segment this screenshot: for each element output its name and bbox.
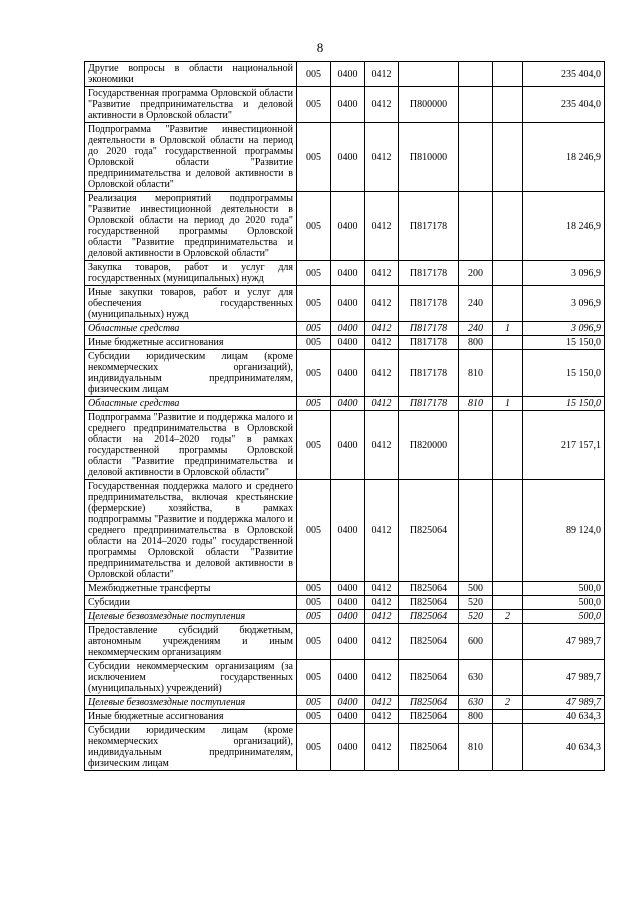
row-name-cell: Субсидии юридическим лицам (кроме некоммерческих организаций), индивидуальным предпринимателям, физическим лицам [85,724,297,771]
row-name-cell: Субсидии [85,596,297,610]
razdel-code-cell: 0400 [331,411,365,480]
row-name-cell: Межбюджетные трансферты [85,582,297,596]
target-article-cell: П825064 [399,596,459,610]
table-row [85,397,605,411]
amount-cell: 89 124,0 [523,480,605,582]
podrazdel-code-cell: 0412 [365,123,399,192]
vedomstvo-code-cell: 005 [297,87,331,123]
amount-cell: 3 096,9 [523,322,605,336]
source-code-cell [493,724,523,771]
expense-type-cell: 800 [459,336,493,350]
podrazdel-code-cell: 0412 [365,582,399,596]
vedomstvo-code-cell: 005 [297,710,331,724]
target-article-cell: П825064 [399,624,459,660]
expense-type-cell: 810 [459,397,493,411]
expense-type-cell [459,480,493,582]
podrazdel-code-cell: 0412 [365,286,399,322]
target-article-cell: П817178 [399,336,459,350]
expense-type-cell [459,62,493,87]
source-code-cell [493,286,523,322]
vedomstvo-code-cell: 005 [297,610,331,624]
podrazdel-code-cell: 0412 [365,480,399,582]
target-article-cell: П825064 [399,660,459,696]
amount-cell: 15 150,0 [523,336,605,350]
amount-cell: 47 989,7 [523,624,605,660]
table-row [85,350,605,397]
razdel-code-cell: 0400 [331,724,365,771]
expense-type-cell [459,87,493,123]
target-article-cell: П825064 [399,610,459,624]
source-code-cell: 2 [493,610,523,624]
podrazdel-code-cell: 0412 [365,411,399,480]
amount-cell: 18 246,9 [523,123,605,192]
amount-cell: 500,0 [523,610,605,624]
razdel-code-cell: 0400 [331,286,365,322]
podrazdel-code-cell: 0412 [365,624,399,660]
amount-cell: 217 157,1 [523,411,605,480]
vedomstvo-code-cell: 005 [297,192,331,261]
row-name-cell: Областные средства [85,397,297,411]
row-name-cell: Областные средства [85,322,297,336]
amount-cell: 47 989,7 [523,696,605,710]
vedomstvo-code-cell: 005 [297,724,331,771]
expense-type-cell [459,411,493,480]
target-article-cell: П817178 [399,322,459,336]
table-row [85,261,605,286]
razdel-code-cell: 0400 [331,397,365,411]
source-code-cell [493,710,523,724]
table-row [85,660,605,696]
table-row [85,610,605,624]
razdel-code-cell: 0400 [331,480,365,582]
amount-cell: 40 634,3 [523,710,605,724]
target-article-cell: П817178 [399,192,459,261]
table-row [85,582,605,596]
table-row [85,480,605,582]
expense-type-cell: 500 [459,582,493,596]
podrazdel-code-cell: 0412 [365,87,399,123]
expense-type-cell: 630 [459,660,493,696]
razdel-code-cell: 0400 [331,192,365,261]
target-article-cell: П817178 [399,261,459,286]
vedomstvo-code-cell: 005 [297,123,331,192]
target-article-cell: П825064 [399,480,459,582]
row-name-cell: Иные бюджетные ассигнования [85,336,297,350]
row-name-cell: Целевые безвозмездные поступления [85,610,297,624]
amount-cell: 500,0 [523,596,605,610]
source-code-cell [493,87,523,123]
razdel-code-cell: 0400 [331,62,365,87]
source-code-cell: 2 [493,696,523,710]
row-name-cell: Субсидии юридическим лицам (кроме некоммерческих организаций), индивидуальным предпринимателям, физическим лицам [85,350,297,397]
table-row [85,286,605,322]
target-article-cell: П817178 [399,397,459,411]
podrazdel-code-cell: 0412 [365,261,399,286]
vedomstvo-code-cell: 005 [297,336,331,350]
amount-cell: 47 989,7 [523,660,605,696]
source-code-cell [493,62,523,87]
expense-type-cell: 240 [459,286,493,322]
expense-type-cell: 810 [459,350,493,397]
amount-cell: 3 096,9 [523,286,605,322]
row-name-cell: Субсидии некоммерческим организациям (за исключением государственных (муниципальных) учреждений) [85,660,297,696]
razdel-code-cell: 0400 [331,610,365,624]
podrazdel-code-cell: 0412 [365,397,399,411]
expense-type-cell: 810 [459,724,493,771]
target-article-cell: П825064 [399,696,459,710]
razdel-code-cell: 0400 [331,596,365,610]
table-row [85,87,605,123]
source-code-cell [493,192,523,261]
row-name-cell: Целевые безвозмездные поступления [85,696,297,710]
razdel-code-cell: 0400 [331,350,365,397]
expense-type-cell: 800 [459,710,493,724]
source-code-cell: 1 [493,322,523,336]
row-name-cell: Иные бюджетные ассигнования [85,710,297,724]
row-name-cell: Закупка товаров, работ и услуг для государственных (муниципальных) нужд [85,261,297,286]
podrazdel-code-cell: 0412 [365,610,399,624]
expense-type-cell: 630 [459,696,493,710]
table-row [85,624,605,660]
table-row [85,123,605,192]
table-row [85,596,605,610]
vedomstvo-code-cell: 005 [297,480,331,582]
vedomstvo-code-cell: 005 [297,322,331,336]
amount-cell: 235 404,0 [523,62,605,87]
budget-table [84,61,605,771]
podrazdel-code-cell: 0412 [365,322,399,336]
vedomstvo-code-cell: 005 [297,696,331,710]
podrazdel-code-cell: 0412 [365,710,399,724]
target-article-cell: П825064 [399,724,459,771]
row-name-cell: Государственная поддержка малого и среднего предпринимательства, включая крестьянские (фермерские) хозяйства, в рамках подпрограммы "Развитие и поддержка малого и среднего предпринимательства в Орловской области на 2014–2020 годы" государственной программы Орловской области "Развитие предпринимательства и деловой активности в Орловской области" [85,480,297,582]
target-article-cell: П825064 [399,710,459,724]
source-code-cell [493,261,523,286]
expense-type-cell: 520 [459,596,493,610]
amount-cell: 18 246,9 [523,192,605,261]
table-row [85,336,605,350]
source-code-cell [493,480,523,582]
amount-cell: 3 096,9 [523,261,605,286]
expense-type-cell [459,123,493,192]
vedomstvo-code-cell: 005 [297,261,331,286]
expense-type-cell: 240 [459,322,493,336]
target-article-cell: П800000 [399,87,459,123]
table-row [85,710,605,724]
row-name-cell: Реализация мероприятий подпрограммы "Развитие инвестиционной деятельности в Орловской области на период до 2020 года" государственной программы Орловской области "Развитие предпринимательства и деловой активности в Орловской области" [85,192,297,261]
row-name-cell: Иные закупки товаров, работ и услуг для обеспечения государственных (муниципальных) нужд [85,286,297,322]
page-number: 8 [316,40,324,55]
razdel-code-cell: 0400 [331,336,365,350]
razdel-code-cell: 0400 [331,87,365,123]
podrazdel-code-cell: 0412 [365,596,399,610]
source-code-cell [493,582,523,596]
table-row [85,62,605,87]
vedomstvo-code-cell: 005 [297,62,331,87]
amount-cell: 500,0 [523,582,605,596]
table-row [85,411,605,480]
razdel-code-cell: 0400 [331,582,365,596]
row-name-cell: Предоставление субсидий бюджетным, автономным учреждениям и иным некоммерческим организациям [85,624,297,660]
vedomstvo-code-cell: 005 [297,660,331,696]
table-row [85,724,605,771]
vedomstvo-code-cell: 005 [297,411,331,480]
podrazdel-code-cell: 0412 [365,62,399,87]
amount-cell: 15 150,0 [523,350,605,397]
podrazdel-code-cell: 0412 [365,192,399,261]
podrazdel-code-cell: 0412 [365,336,399,350]
razdel-code-cell: 0400 [331,261,365,286]
razdel-code-cell: 0400 [331,123,365,192]
razdel-code-cell: 0400 [331,696,365,710]
target-article-cell [399,62,459,87]
expense-type-cell: 600 [459,624,493,660]
target-article-cell: П817178 [399,350,459,397]
razdel-code-cell: 0400 [331,710,365,724]
source-code-cell [493,336,523,350]
source-code-cell [493,411,523,480]
table-body [85,62,605,771]
expense-type-cell: 200 [459,261,493,286]
row-name-cell: Другие вопросы в области национальной экономики [85,62,297,87]
podrazdel-code-cell: 0412 [365,350,399,397]
expense-type-cell: 520 [459,610,493,624]
target-article-cell: П817178 [399,286,459,322]
vedomstvo-code-cell: 005 [297,582,331,596]
source-code-cell [493,596,523,610]
vedomstvo-code-cell: 005 [297,350,331,397]
source-code-cell [493,624,523,660]
podrazdel-code-cell: 0412 [365,660,399,696]
source-code-cell [493,350,523,397]
razdel-code-cell: 0400 [331,624,365,660]
row-name-cell: Подпрограмма "Развитие и поддержка малого и среднего предпринимательства в Орловской области на 2014–2020 годы" в рамках государственной программы Орловской области "Развитие предпринимательства и деловой активности в Орловской области" [85,411,297,480]
razdel-code-cell: 0400 [331,322,365,336]
amount-cell: 40 634,3 [523,724,605,771]
vedomstvo-code-cell: 005 [297,397,331,411]
podrazdel-code-cell: 0412 [365,724,399,771]
razdel-code-cell: 0400 [331,660,365,696]
target-article-cell: П825064 [399,582,459,596]
amount-cell: 15 150,0 [523,397,605,411]
table-row [85,322,605,336]
vedomstvo-code-cell: 005 [297,624,331,660]
podrazdel-code-cell: 0412 [365,696,399,710]
row-name-cell: Подпрограмма "Развитие инвестиционной деятельности в Орловской области на период до 2020 года" государственной программы Орловской области "Развитие предпринимательства и деловой активности в Орловской области" [85,123,297,192]
target-article-cell: П810000 [399,123,459,192]
vedomstvo-code-cell: 005 [297,596,331,610]
source-code-cell [493,660,523,696]
row-name-cell: Государственная программа Орловской области "Развитие предпринимательства и деловой активности в Орловской области" [85,87,297,123]
vedomstvo-code-cell: 005 [297,286,331,322]
source-code-cell [493,123,523,192]
amount-cell: 235 404,0 [523,87,605,123]
source-code-cell: 1 [493,397,523,411]
table-row [85,696,605,710]
table-row [85,192,605,261]
target-article-cell: П820000 [399,411,459,480]
expense-type-cell [459,192,493,261]
